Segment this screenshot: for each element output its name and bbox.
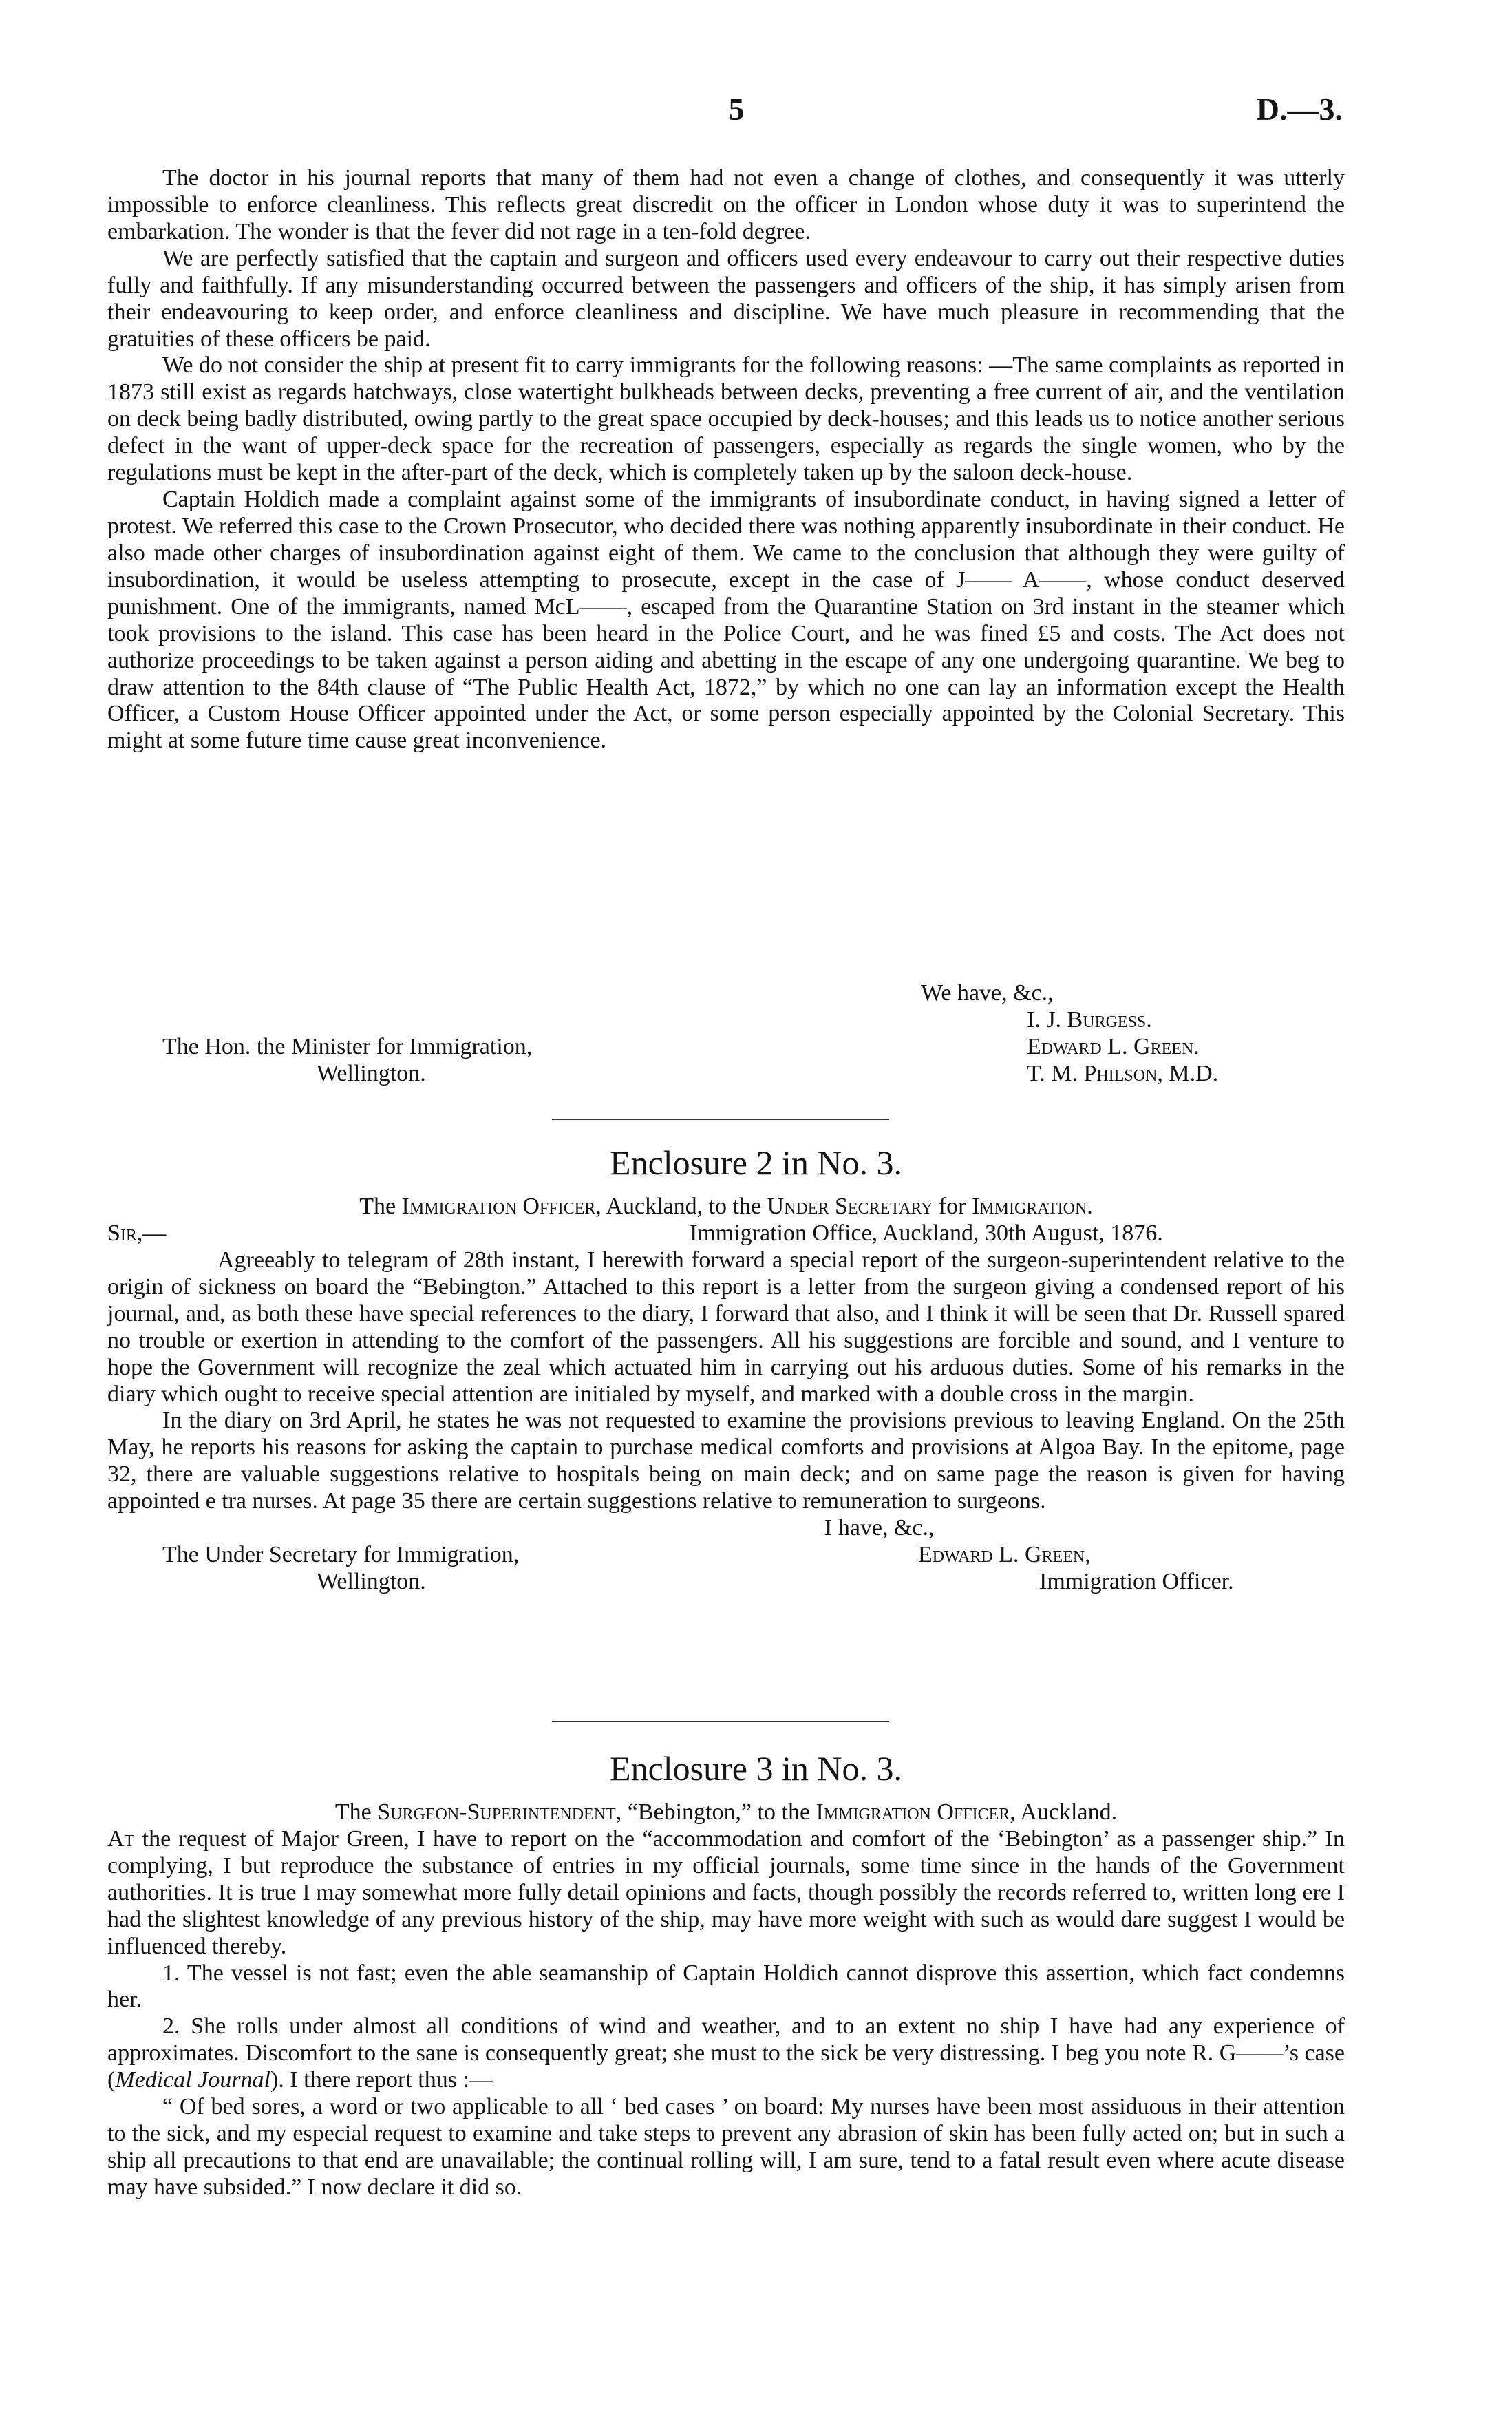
document-reference: D.—3.: [1256, 92, 1343, 127]
opening-word: At: [107, 1826, 135, 1852]
enclosure2-from-to: The Immigration Officer, Auckland, to the Under Secretary for Immigration.: [359, 1194, 1093, 1219]
letter1-signature-block: [107, 980, 1345, 1088]
paragraph-text: the request of Major Green, I have to report on the “accommodation and comfort of the ‘Bebington’ as a passenger ship.” In complying, I but reproduce the substance of entries in my official journals, some time since in the hands of the Government authorities. It is true I may somewhat more fully detail opinions and facts, though possibly the records referred to, written long ere I had the slightest knowledge of any previous history of the ship, may have more weight with such as would dare suggest I would be influenced thereby.: [107, 1826, 1345, 1959]
letter1-closing: We have, &c.,: [921, 980, 1054, 1006]
signatory-philson: T. M. Philson, M.D.: [1027, 1061, 1219, 1086]
section-divider: [552, 1721, 889, 1722]
journal-reference: Medical Journal: [115, 2067, 270, 2093]
sender: Surgeon-Superintendent: [377, 1799, 616, 1825]
from-to-text: , “Bebington,” to the: [615, 1799, 816, 1825]
sender: Immigration Officer: [401, 1194, 596, 1219]
enclosure2-addressee: The Under Secretary for Immigration,: [162, 1542, 520, 1568]
recipient: Under Secretary: [767, 1194, 933, 1219]
letter1-paragraph: We are perfectly satisfied that the captain and surgeon and officers used every endeavour to carry out their respective duties fully and faithfully. If any misunderstanding occurred between the passengers and officers of the ship, it has simply arisen from their endeavouring to keep order, and enforce cleanliness and discipline. We have much pleasure in recommending that the gratuities of these officers be paid.: [107, 245, 1345, 352]
enclosure2-title: Enclosure 2 in No. 3.: [610, 1143, 902, 1182]
letter1-paragraph: The doctor in his journal reports that many of them had not even a change of clothes, and consequently it was utterly impossible to enforce cleanliness. This reflects great discredit on the officer in London whose duty it was to superintend the embarkation. The wonder is that the fever did not rage in a ten-fold degree.: [107, 165, 1345, 244]
recipient: Immigration Officer: [816, 1799, 1010, 1825]
enclosure3-point-2: [107, 2013, 1345, 2094]
place-date: Immigration Office, Auckland, 30th August, 1876.: [690, 1220, 1163, 1246]
enclosure2-addressee-city: Wellington.: [317, 1569, 426, 1595]
enclosure2-closing: I have, &c.,: [824, 1515, 935, 1541]
page-number: 5: [728, 92, 745, 127]
enclosure3-point-1: 1. The vessel is not fast; even the able seamanship of Captain Holdich cannot disprove this assertion, which fact condemns her.: [107, 1960, 1345, 2013]
letter1-addressee: The Hon. the Minister for Immigration,: [162, 1034, 533, 1059]
paragraph-text: ). I there report thus :—: [270, 2067, 493, 2093]
signatory-burgess: I. J. Burgess.: [1027, 1007, 1152, 1033]
from-to-text: , Auckland.: [1010, 1799, 1118, 1825]
enclosure3-quote: “ Of bed sores, a word or two applicable to all ‘ bed cases ’ on board: My nurses have been most assiduous in their attention to the sick, and my especial request to examine and take steps to prevent any abrasion of skin has been fully acted on; but in such a ship all precautions to that end are unavailable; the continual rolling will, I am sure, tend to a fatal result even where acute disease may have subsided.” I now declare it did so.: [107, 2094, 1345, 2200]
enclosure3-paragraph: [107, 1826, 1345, 1960]
letter1-addressee-city: Wellington.: [317, 1061, 426, 1086]
letter1-paragraph: We do not consider the ship at present fit to carry immigrants for the following reasons: —The same complaints as reported in 1873 still exist as regards hatchways, close watertight bulkheads between decks, preventing a free current of air, and the ventilation on deck being badly distributed, owing partly to the great space occupied by deck-houses; and this leads us to notice another serious defect in the want of upper-deck space for the recreation of passengers, especially as regards the single women, who by the regulations must be kept in the after-part of the deck, which is completely taken up by the saloon deck-house.: [107, 352, 1345, 486]
letter1-paragraph: Captain Holdich made a complaint against some of the immigrants of insubordinate conduct, in having signed a letter of protest. We referred this case to the Crown Prosecutor, who decided there was nothing apparently insubordinate in their conduct. He also made other charges of insubordination against eight of them. We came to the conclusion that although they were guilty of insubordination, it would be useless attempting to prosecute, except in the case of J—— A——, whose conduct deserved punishment. One of the immigrants, named McL——, escaped from the Quarantine Station on 3rd instant in the steamer which took provisions to the island. This case has been heard in the Police Court, and he was fined £5 and costs. The Act does not authorize proceedings to be taken against a person aiding and abetting in the escape of any one undergoing quarantine. We beg to draw attention to the 84th clause of “The Public Health Act, 1872,” by which no one can lay an information except the Health Officer, a Custom House Officer appointed under the Act, or some person especially appointed by the Colonial Secretary. This might at some future time cause great inconvenience.: [107, 487, 1345, 754]
from-to-text: for: [933, 1194, 972, 1219]
enclosure2-paragraph: Agreeably to telegram of 28th instant, I herewith forward a special report of the surgeon-superintendent relative to the origin of sickness on board the “Bebington.” Attached to this report is a letter from the surgeon giving a condensed report of his journal, and, as both these have special references to the diary, I forward that also, and I think it will be seen that Dr. Russell spared no trouble or exertion in attending to the comfort of the passengers. All his suggestions are forcible and sound, and I venture to hope the Government will recognize the zeal which actuated him in carrying out his arduous duties. Some of his remarks in the diary which ought to receive special attention are initialed by myself, and marked with a double cross in the margin.: [107, 1247, 1345, 1407]
salutation: Sir,—: [107, 1220, 167, 1246]
paragraph-text: 2. She rolls under almost all conditions of wind and weather, and to an extent no ship I have had any experience of approximates. Discomfort to the sane is consequently great; she must to the sick be very distressing. I beg you note R. G——’s case (: [107, 2013, 1345, 2093]
enclosure3-body: [107, 1799, 1345, 2201]
enclosure3-title: Enclosure 3 in No. 3.: [610, 1749, 902, 1788]
letter1-body: [107, 165, 1345, 754]
section-divider: [552, 1119, 889, 1120]
enclosure2-signatory-title: Immigration Officer.: [1039, 1569, 1234, 1595]
department: Immigration.: [971, 1194, 1093, 1219]
enclosure2-paragraph: In the diary on 3rd April, he states he was not requested to examine the provisions previous to leaving England. On the 25th May, he reports his reasons for asking the captain to purchase medical comforts and provisions at Algoa Bay. In the epitome, page 32, there are valuable suggestions relative to hospitals being on main deck; and on same page the reason is given for having appointed e tra nurses. At page 35 there are certain suggestions relative to remuneration to surgeons.: [107, 1408, 1345, 1514]
from-to-text: , Auckland, to the: [595, 1194, 767, 1219]
enclosure2-body: [107, 1194, 1345, 1596]
signatory-green: Edward L. Green.: [1027, 1034, 1200, 1059]
enclosure3-from-to: The Surgeon-Superintendent, “Bebington,” to the Immigration Officer, Auckland.: [334, 1799, 1118, 1825]
enclosure2-signatory: Edward L. Green,: [918, 1542, 1091, 1568]
